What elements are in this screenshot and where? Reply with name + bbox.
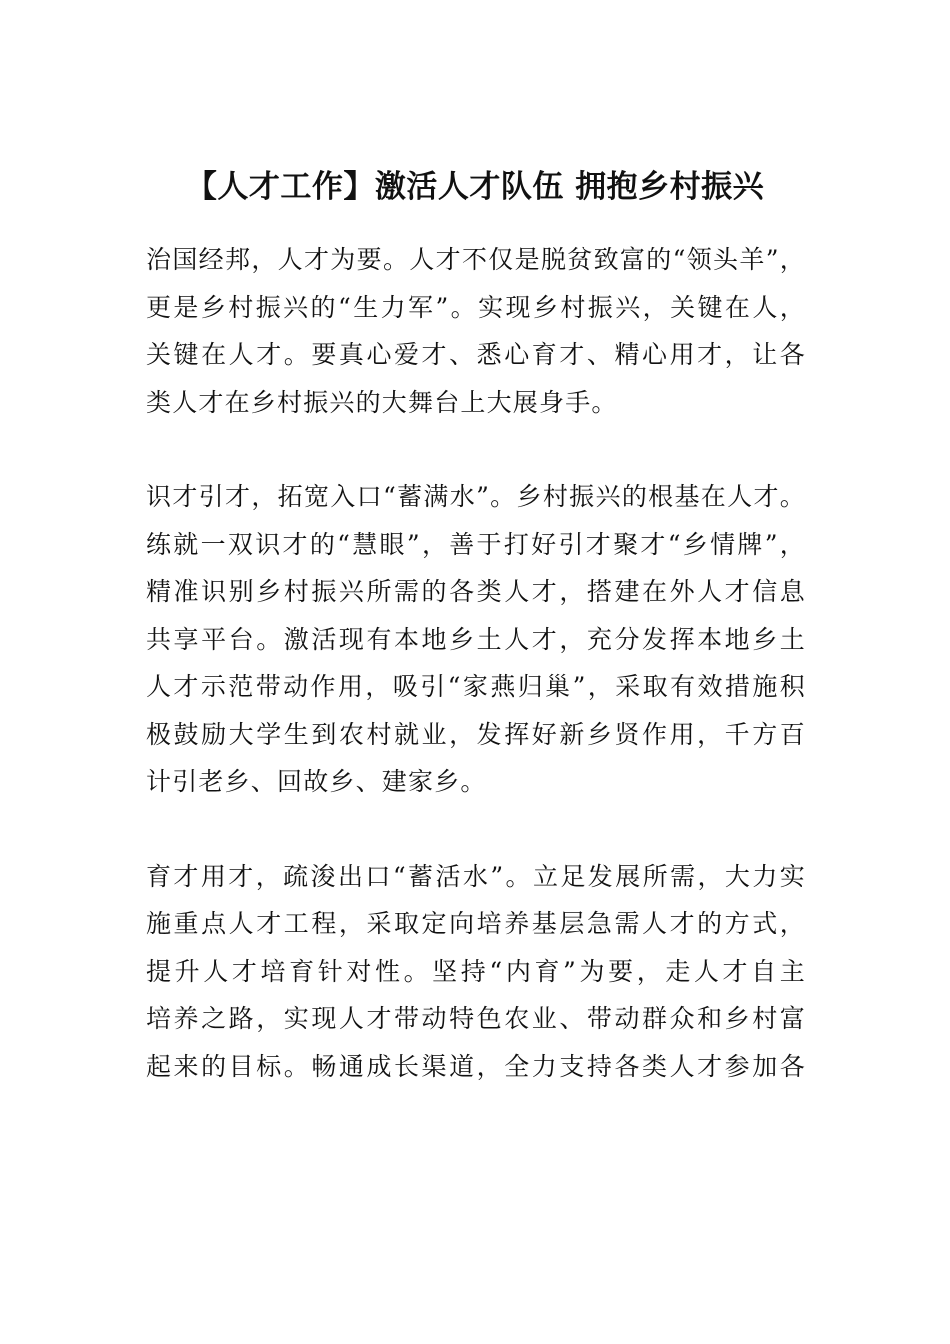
paragraph-line: 精准识别乡村振兴所需的各类人才，搭建在外人才信息 bbox=[146, 577, 806, 606]
paragraph-2 bbox=[146, 473, 806, 806]
paragraph-line: 培养之路，实现人才带动特色农业、带动群众和乡村富 bbox=[146, 1004, 806, 1033]
paragraph-line: 识才引才，拓宽入口“蓄满水”。乡村振兴的根基在人才。 bbox=[146, 482, 806, 511]
paragraph-line: 育才用才，疏浚出口“蓄活水”。立足发展所需，大力实 bbox=[146, 861, 806, 891]
paragraph-1 bbox=[146, 236, 806, 426]
paragraph-line: 提升人才培育针对性。坚持“内育”为要，走人才自主 bbox=[146, 956, 806, 986]
paragraph-line: 更是乡村振兴的“生力军”。实现乡村振兴，关键在人， bbox=[146, 292, 806, 322]
paragraph-line: 人才示范带动作用，吸引“家燕归巢”，采取有效措施积 bbox=[146, 672, 806, 701]
document-title: 【人才工作】激活人才队伍 拥抱乡村振兴 bbox=[185, 169, 765, 205]
paragraph-line: 治国经邦，人才为要。人才不仅是脱贫致富的“领头羊”， bbox=[146, 245, 806, 274]
paragraph-3 bbox=[146, 853, 806, 1091]
paragraph-line: 练就一双识才的“慧眼”，善于打好引才聚才“乡情牌”， bbox=[146, 529, 806, 559]
paragraph-line: 类人才在乡村振兴的大舞台上大展身手。 bbox=[146, 387, 618, 417]
paragraph-line: 共享平台。激活现有本地乡土人才，充分发挥本地乡土 bbox=[146, 624, 806, 654]
paragraph-line: 施重点人才工程，采取定向培养基层急需人才的方式， bbox=[146, 909, 806, 938]
paragraph-line: 极鼓励大学生到农村就业，发挥好新乡贤作用，千方百 bbox=[146, 719, 806, 749]
paragraph-line: 关键在人才。要真心爱才、悉心育才、精心用才，让各 bbox=[146, 340, 806, 369]
paragraph-line: 计引老乡、回故乡、建家乡。 bbox=[146, 767, 487, 796]
paragraph-line: 起来的目标。畅通成长渠道，全力支持各类人才参加各 bbox=[146, 1051, 806, 1081]
document-body bbox=[146, 236, 806, 1137]
